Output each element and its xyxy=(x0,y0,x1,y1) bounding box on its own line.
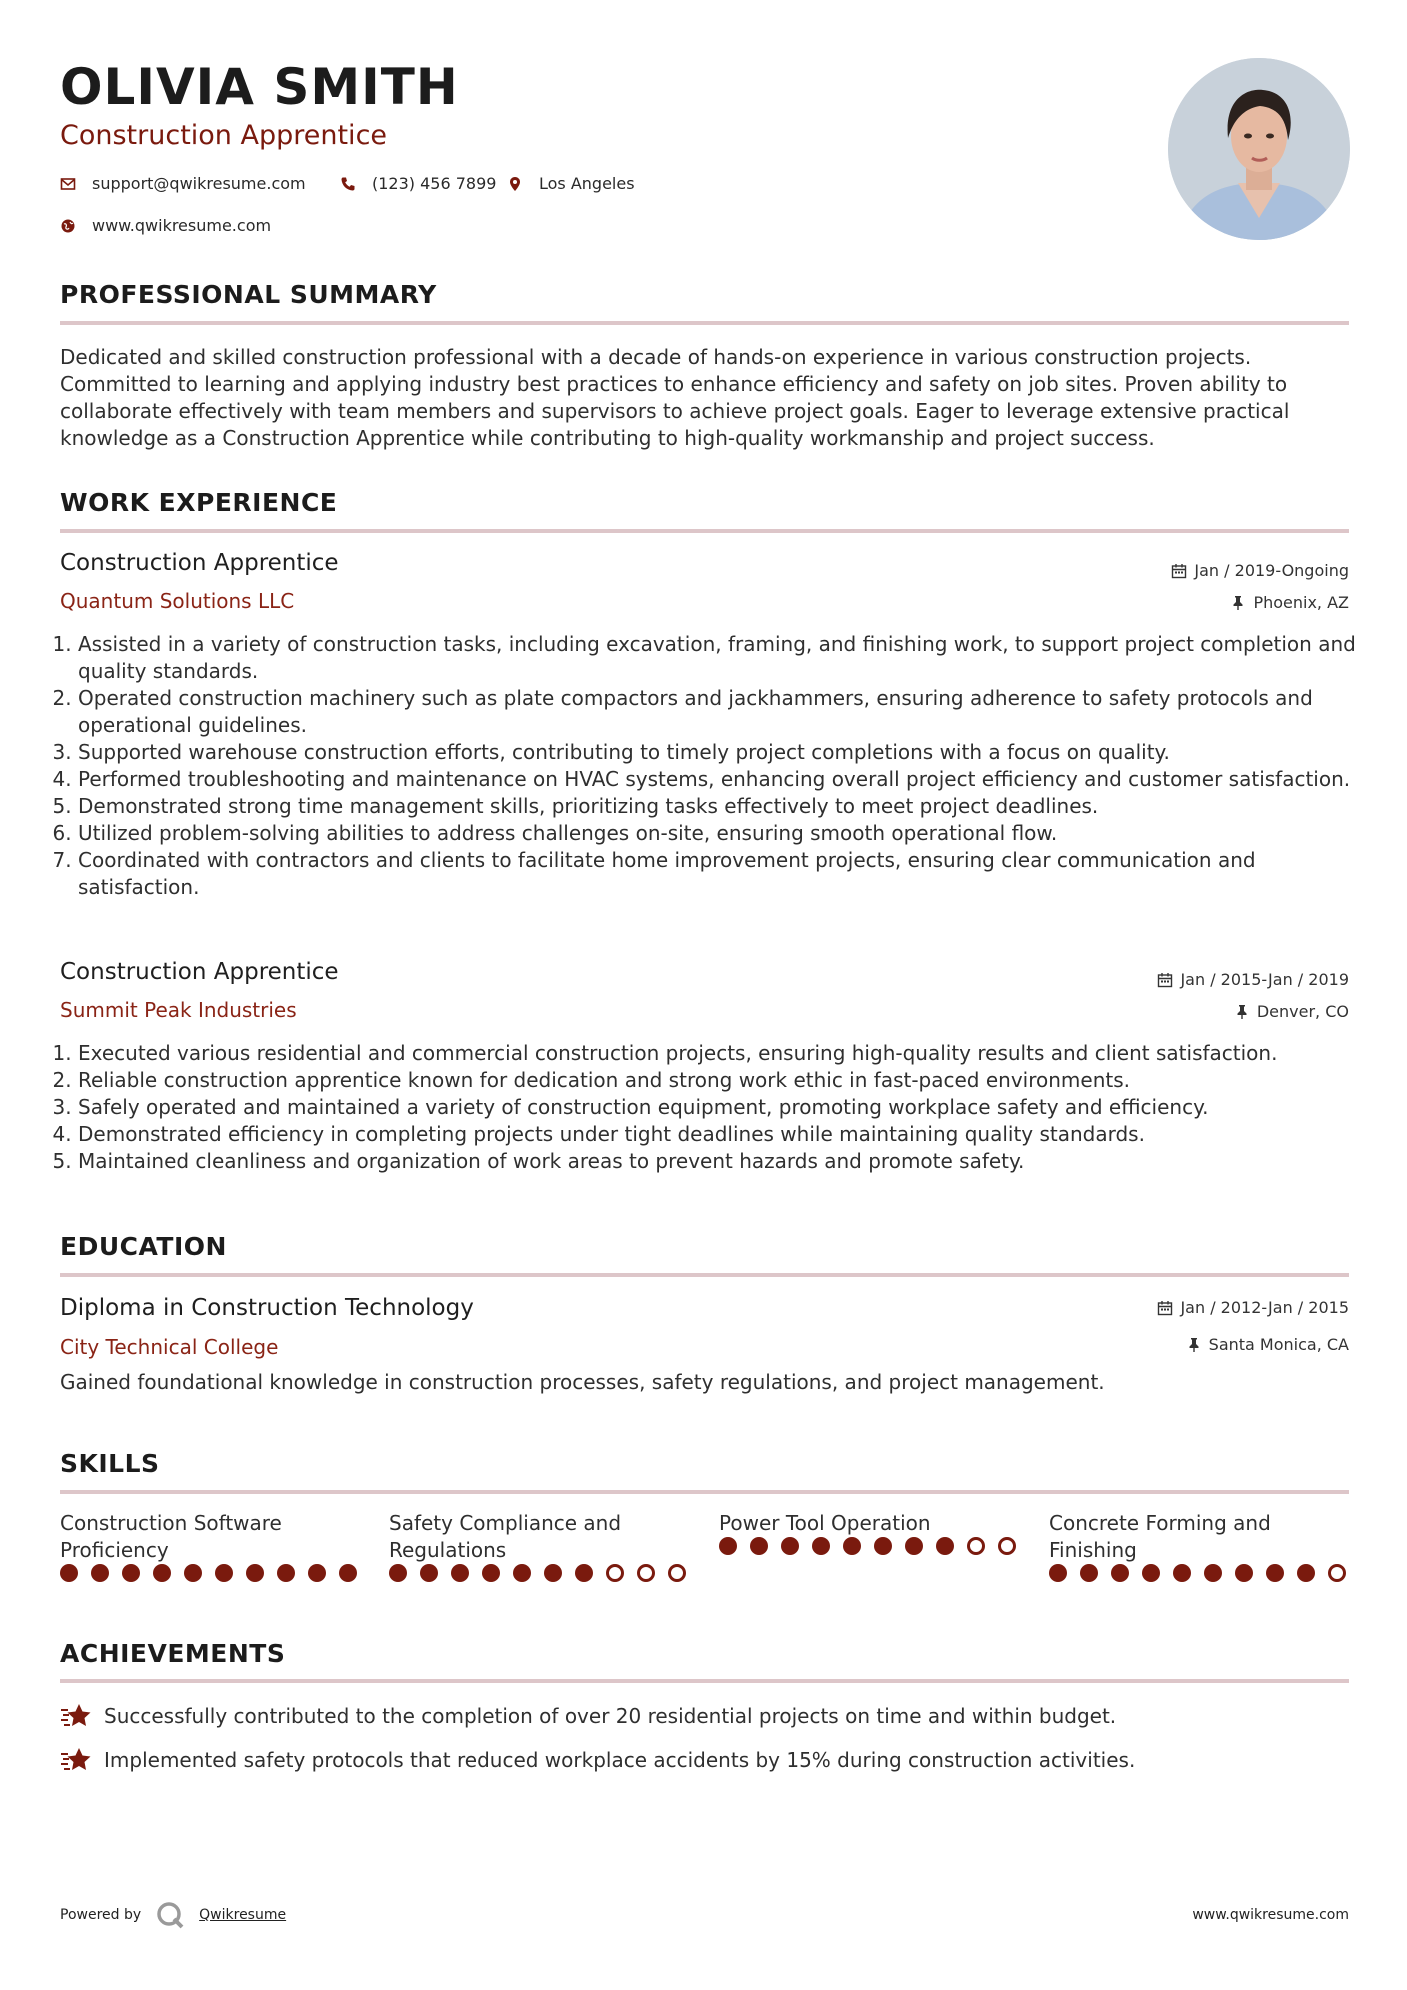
job-bullets xyxy=(60,631,1367,901)
skill-name: Concrete Forming and Finishing xyxy=(1049,1511,1271,1562)
job-title: Construction Apprentice xyxy=(60,959,339,985)
list-item: 2. Reliable construction apprentice known for dedication and strong work ethic in fast-paced environments. xyxy=(78,1067,1367,1094)
rating-dot-filled xyxy=(91,1564,109,1582)
rating-dot-filled xyxy=(812,1537,830,1555)
education-school: City Technical College xyxy=(60,1335,279,1359)
list-item: 4. Performed troubleshooting and maintenance on HVAC systems, enhancing overall project efficiency and customer satisfaction. xyxy=(78,766,1367,793)
list-item: 2. Operated construction machinery such as plate compactors and jackhammers, ensuring adherence to safety protocols and operational guidelines. xyxy=(78,685,1367,739)
mail-icon xyxy=(60,176,76,192)
rating-dot-filled xyxy=(184,1564,202,1582)
experience-divider xyxy=(60,529,1349,533)
education-degree: Diploma in Construction Technology xyxy=(60,1295,474,1321)
skill-item xyxy=(389,1510,689,1582)
pushpin-icon xyxy=(1230,595,1246,611)
education-dates xyxy=(1157,1298,1349,1317)
rating-dot-filled xyxy=(389,1564,407,1582)
rating-dot-filled xyxy=(874,1537,892,1555)
rating-dot-filled xyxy=(575,1564,593,1582)
skill-name: Safety Compliance and Regulations xyxy=(389,1511,622,1562)
powered-by-label: Powered by xyxy=(60,1907,142,1923)
qwikresume-logo-icon xyxy=(155,1900,185,1930)
achievements-divider xyxy=(60,1679,1349,1683)
rating-dot-filled xyxy=(544,1564,562,1582)
achievement-text: Implemented safety protocols that reduced workplace accidents by 15% during construction activities. xyxy=(104,1748,1136,1772)
rating-dot-filled xyxy=(1173,1564,1191,1582)
list-item: 1. Assisted in a variety of construction tasks, including excavation, framing, and finishing work, to support project completion and quality standards. xyxy=(78,631,1367,685)
skill-rating xyxy=(719,1537,1019,1555)
calendar-icon xyxy=(1157,972,1173,988)
rating-dot-filled xyxy=(1266,1564,1284,1582)
list-item: 1. Executed various residential and commercial construction projects, ensuring high-quality results and client satisfaction. xyxy=(78,1040,1367,1067)
job-title: Construction Apprentice xyxy=(60,550,339,576)
rating-dot-filled xyxy=(60,1564,78,1582)
skill-item xyxy=(60,1510,360,1582)
rating-dot-filled xyxy=(1049,1564,1067,1582)
rating-dot-filled xyxy=(1204,1564,1222,1582)
qwikresume-link[interactable]: Qwikresume xyxy=(199,1907,287,1923)
skills-heading: SKILLS xyxy=(60,1449,160,1478)
achievement-item xyxy=(60,1701,1116,1731)
list-item: 4. Demonstrated efficiency in completing projects under tight deadlines while maintaining quality standards. xyxy=(78,1121,1367,1148)
skill-rating xyxy=(389,1564,689,1582)
list-item: 5. Demonstrated strong time management skills, prioritizing tasks effectively to meet project deadlines. xyxy=(78,793,1367,820)
phone-icon xyxy=(340,176,356,192)
skills-divider xyxy=(60,1490,1349,1494)
job-bullets xyxy=(60,1040,1367,1175)
achievement-item xyxy=(60,1745,1135,1775)
rating-dot-filled xyxy=(246,1564,264,1582)
rating-dot-empty xyxy=(637,1564,655,1582)
pushpin-icon xyxy=(1234,1004,1250,1020)
rating-dot-empty xyxy=(668,1564,686,1582)
contact-website[interactable] xyxy=(60,216,271,235)
list-item: 7. Coordinated with contractors and clients to facilitate home improvement projects, ensuring clear communication and satisfaction. xyxy=(78,847,1367,901)
summary-divider xyxy=(60,321,1349,325)
list-item: 5. Maintained cleanliness and organization of work areas to prevent hazards and promote safety. xyxy=(78,1148,1367,1175)
summary-text: Dedicated and skilled construction professional with a decade of hands-on experience in various construction projects. Committed to learning and applying industry best practices to enhance efficiency and safety on job sites. Proven ability to collaborate effectively with team members and supervisors to achieve project goals. Eager to leverage extensive practical knowledge as a Construction Apprentice while contributing to high-quality workmanship and project success. xyxy=(60,345,1290,450)
education-divider xyxy=(60,1273,1349,1277)
map-pin-icon xyxy=(507,176,523,192)
footer-powered-by xyxy=(60,1900,286,1930)
contact-phone[interactable] xyxy=(340,174,496,193)
skill-item xyxy=(1049,1510,1349,1582)
rating-dot-filled xyxy=(451,1564,469,1582)
profile-photo xyxy=(1168,58,1350,240)
job-dates xyxy=(1157,970,1349,989)
rating-dot-filled xyxy=(153,1564,171,1582)
skill-item xyxy=(719,1510,1019,1555)
job-location-text: Denver, CO xyxy=(1256,1002,1349,1021)
rating-dot-filled xyxy=(1142,1564,1160,1582)
rating-dot-filled xyxy=(905,1537,923,1555)
job-location xyxy=(1234,1002,1349,1021)
education-description: Gained foundational knowledge in construction processes, safety regulations, and project management. xyxy=(60,1370,1105,1394)
rating-dot-empty xyxy=(606,1564,624,1582)
rating-dot-filled xyxy=(420,1564,438,1582)
calendar-icon xyxy=(1171,563,1187,579)
achievements-heading: ACHIEVEMENTS xyxy=(60,1639,286,1668)
rating-dot-filled xyxy=(936,1537,954,1555)
job-company: Quantum Solutions LLC xyxy=(60,589,295,613)
job-dates-text: Jan / 2015-Jan / 2019 xyxy=(1180,970,1349,989)
rating-dot-filled xyxy=(843,1537,861,1555)
rating-dot-filled xyxy=(122,1564,140,1582)
job-dates xyxy=(1171,561,1349,580)
contact-email[interactable] xyxy=(60,174,306,193)
rating-dot-empty xyxy=(1328,1564,1346,1582)
star-award-icon xyxy=(60,1745,92,1775)
experience-heading: WORK EXPERIENCE xyxy=(60,488,338,517)
skill-rating xyxy=(60,1564,360,1582)
calendar-icon xyxy=(1157,1300,1173,1316)
email-text: support@qwikresume.com xyxy=(92,174,306,193)
rating-dot-filled xyxy=(1297,1564,1315,1582)
education-heading: EDUCATION xyxy=(60,1232,227,1261)
rating-dot-filled xyxy=(482,1564,500,1582)
pushpin-icon xyxy=(1186,1337,1202,1353)
education-location xyxy=(1186,1335,1349,1354)
rating-dot-filled xyxy=(339,1564,357,1582)
rating-dot-filled xyxy=(308,1564,326,1582)
job-location xyxy=(1230,593,1349,612)
candidate-name: OLIVIA SMITH xyxy=(60,58,459,116)
skill-name: Construction Software Proficiency xyxy=(60,1511,282,1562)
rating-dot-filled xyxy=(719,1537,737,1555)
globe-icon xyxy=(60,218,76,234)
rating-dot-filled xyxy=(215,1564,233,1582)
rating-dot-filled xyxy=(1111,1564,1129,1582)
location-text: Los Angeles xyxy=(539,174,635,193)
skill-name: Power Tool Operation xyxy=(719,1511,931,1535)
resume-page xyxy=(60,0,1356,1990)
skill-rating xyxy=(1049,1564,1349,1582)
summary-heading: PROFESSIONAL SUMMARY xyxy=(60,280,437,309)
candidate-title: Construction Apprentice xyxy=(60,120,388,151)
website-text: www.qwikresume.com xyxy=(92,216,272,235)
achievement-text: Successfully contributed to the completion of over 20 residential projects on time and within budget. xyxy=(104,1704,1117,1728)
list-item: 3. Supported warehouse construction efforts, contributing to timely project completions with a focus on quality. xyxy=(78,739,1367,766)
list-item: 6. Utilized problem-solving abilities to address challenges on-site, ensuring smooth operational flow. xyxy=(78,820,1367,847)
rating-dot-empty xyxy=(998,1537,1016,1555)
rating-dot-filled xyxy=(277,1564,295,1582)
phone-text: (123) 456 7899 xyxy=(372,174,497,193)
rating-dot-filled xyxy=(1080,1564,1098,1582)
job-dates-text: Jan / 2019-Ongoing xyxy=(1194,561,1349,580)
job-company: Summit Peak Industries xyxy=(60,998,297,1022)
education-dates-text: Jan / 2012-Jan / 2015 xyxy=(1180,1298,1349,1317)
rating-dot-filled xyxy=(1235,1564,1253,1582)
contact-location xyxy=(507,174,635,193)
rating-dot-empty xyxy=(967,1537,985,1555)
list-item: 3. Safely operated and maintained a variety of construction equipment, promoting workplace safety and efficiency. xyxy=(78,1094,1367,1121)
footer-url[interactable]: www.qwikresume.com xyxy=(1192,1907,1349,1923)
education-location-text: Santa Monica, CA xyxy=(1208,1335,1349,1354)
rating-dot-filled xyxy=(750,1537,768,1555)
star-award-icon xyxy=(60,1701,92,1731)
rating-dot-filled xyxy=(781,1537,799,1555)
rating-dot-filled xyxy=(513,1564,531,1582)
job-location-text: Phoenix, AZ xyxy=(1253,593,1349,612)
